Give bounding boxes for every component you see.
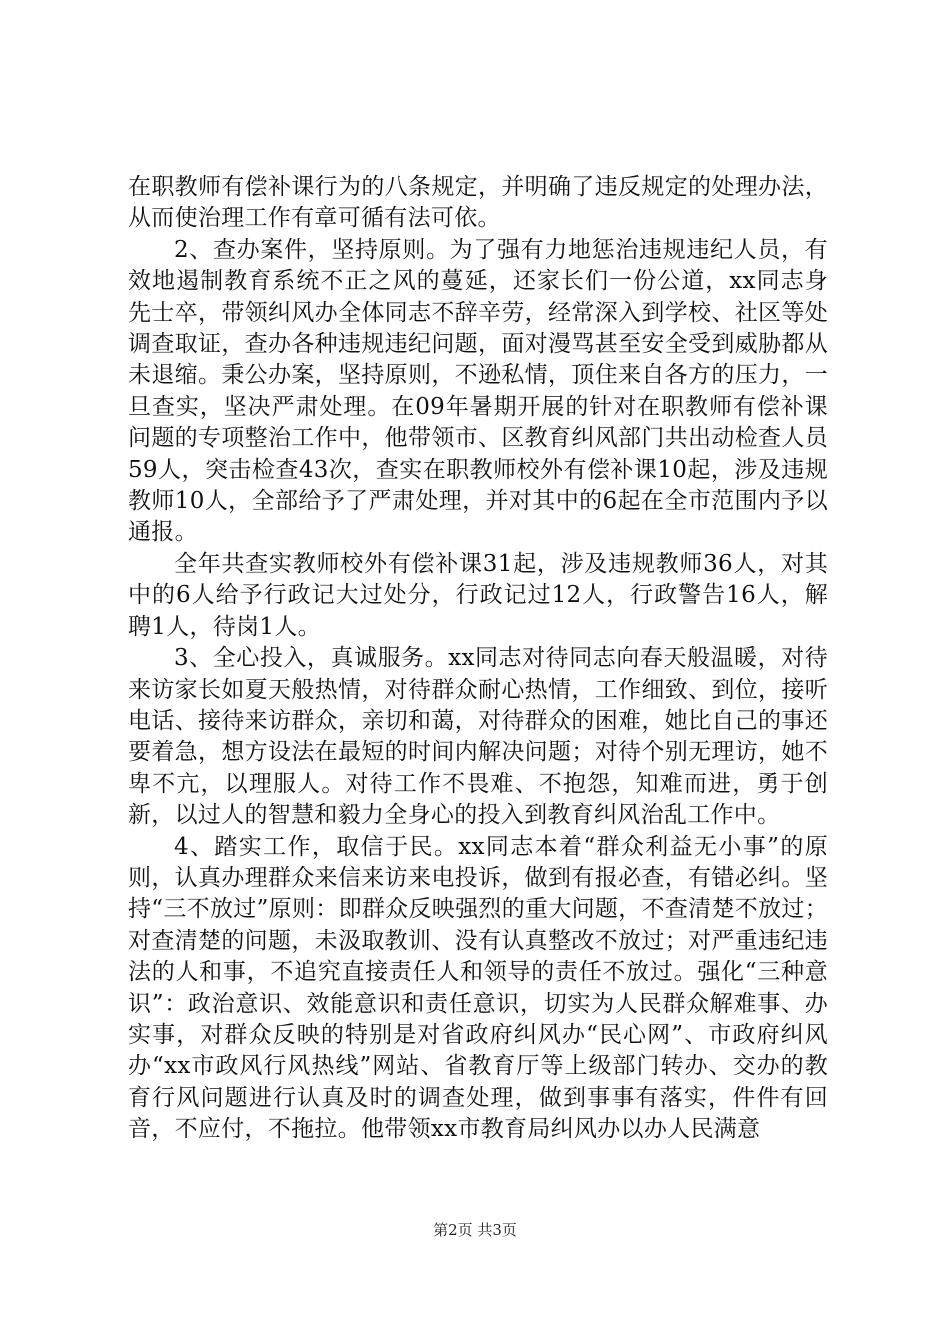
page-footer: 第2页 共3页: [433, 1221, 517, 1239]
paragraph-item-2: 2、查办案件，坚持原则。为了强有力地惩治违规违纪人员，有效地遏制教育系统不正之风的蔓延，还家长们一份公道，xx同志身先士卒，带领纠风办全体同志不辞辛劳，经常深入到学校、社区等处调查取证，查办各种违规违纪问题，面对漫骂甚至安全受到威胁都从未退缩。秉公办案，坚持原则，不逊私情，顶住来自各方的压力，一旦查实，坚决严肃处理。在09年暑期开展的针对在职教师有偿补课问题的专项整治工作中，他带领市、区教育纠风部门共出动检查人员59人，突击检查43次，查实在职教师校外有偿补课10起，涉及违规教师10人，全部给予了严肃处理，并对其中的6起在全市范围内予以通报。: [128, 236, 828, 546]
paragraph-continuation: 在职教师有偿补课行为的八条规定，并明确了违反规定的处理办法，从而使治理工作有章可循有法可依。: [128, 174, 828, 232]
paragraph-item-3: 3、全心投入，真诚服务。xx同志对待同志向春天般温暖，对待来访家长如夏天般热情，对待群众耐心热情，工作细致、到位，接听电话、接待来访群众，亲切和蔼，对待群众的困难，她比自己的事还要着急，想方设法在最短的时间内解决问题；对待个别无理访，她不卑不亢，以理服人。对待工作不畏难、不抱怨，知难而进，勇于创新，以过人的智慧和毅力全身心的投入到教育纠风治乱工作中。: [128, 645, 828, 829]
paragraph-item-4: 4、踏实工作，取信于民。xx同志本着“群众利益无小事”的原则，认真办理群众来信来访来电投诉，做到有报必查，有错必纠。坚持“三不放过”原则：即群众反映强烈的重大问题，不查清楚不放过；对查清楚的问题，未汲取教训、没有认真整改不放过；对严重违纪违法的人和事，不追究直接责任人和领导的责任不放过。强化“三种意识”：政治意识、效能意识和责任意识，切实为人民群众解难事、办实事，对群众反映的特别是对省政府纠风办“民心网”、市政府纠风办“xx市政风行风热线”网站、省教育厅等上级部门转办、交办的教育行风问题进行认真及时的调查处理，做到事事有落实，件件有回音，不应付，不拖拉。他带领xx市教育局纠风办以办人民满意: [128, 833, 828, 1143]
document-body: [128, 172, 828, 1146]
paragraph-annual-summary: 全年共查实教师校外有偿补课31起，涉及违规教师36人，对其中的6人给予行政记大过处分，行政记过12人，行政警告16人，解聘1人，待岗1人。: [128, 550, 828, 640]
